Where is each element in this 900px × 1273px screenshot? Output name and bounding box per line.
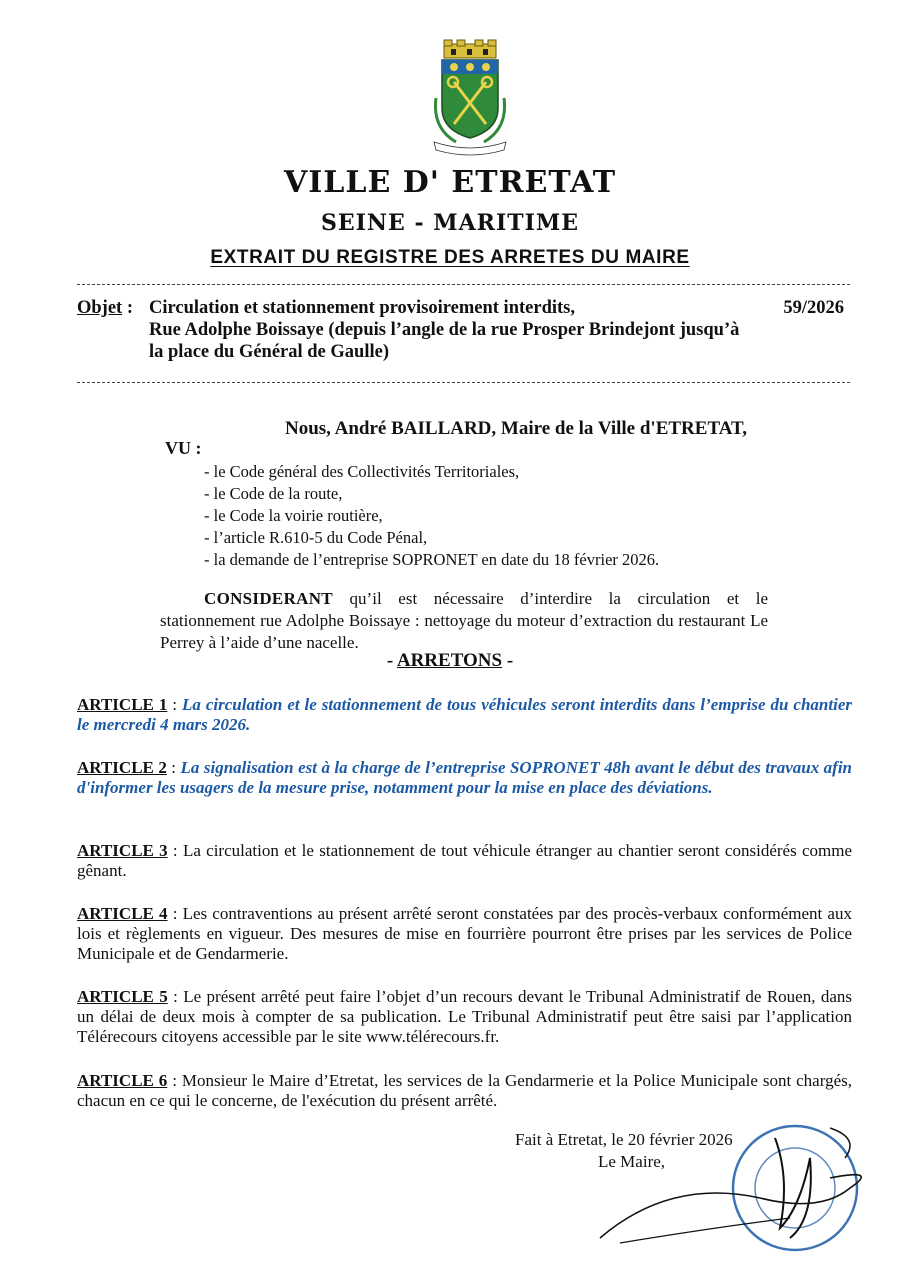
vu-heading: VU :	[165, 438, 202, 458]
list-item: - l’article R.610-5 du Code Pénal,	[204, 528, 428, 547]
list-item: - le Code de la route,	[204, 484, 343, 503]
article-1: ARTICLE 1 : La circulation et le stationnement de tous véhicules seront interdits dans l’emprise du chantier le mercredi 4 mars 2026.	[77, 695, 852, 734]
list-item: - le Code la voirie routière,	[204, 506, 383, 525]
divider-top	[77, 284, 850, 285]
vu-list	[204, 461, 659, 571]
city-title: VILLE D' ETRETAT	[283, 165, 617, 200]
objet-text: Circulation et stationnement provisoirement interdits, Rue Adolphe Boissaye (depuis l’angle de la rue Prosper Brindejont jusqu’à la place du Général de Gaulle)	[149, 298, 740, 362]
coat-of-arms-icon	[426, 38, 514, 156]
divider-bottom	[77, 382, 850, 383]
considerant-paragraph: CONSIDERANT qu’il est nécessaire d’interdire la circulation et le stationnement rue Adolphe Boissaye : nettoyage du moteur d’extraction du restaurant Le Perrey à l’aide d’une nacelle.	[160, 589, 768, 652]
article-2: ARTICLE 2 : La signalisation est à la charge de l’entreprise SOPRONET 48h avant le début des travaux afin d'informer les usagers de la mesure prise, notamment pour la mise en place des déviations.	[77, 758, 852, 797]
department-title: SEINE - MARITIME	[320, 210, 580, 236]
register-title: EXTRAIT DU REGISTRE DES ARRETES DU MAIRE	[210, 247, 690, 268]
article-6: ARTICLE 6 : Monsieur le Maire d’Etretat, les services de la Gendarmerie et la Police Municipale sont chargés, chacun en ce qui le concerne, de l'exécution du présent arrêté.	[77, 1071, 852, 1110]
article-4: ARTICLE 4 : Les contraventions au présent arrêté seront constatées par des procès-verbaux conformément aux lois et règlements en vigueur. Des mesures de mise en fourrière pourront être prises par les services de Police Municipale et de Gendarmerie.	[77, 904, 852, 963]
list-item: - la demande de l’entreprise SOPRONET en date du 18 février 2026.	[204, 550, 660, 569]
article-3: ARTICLE 3 : La circulation et le stationnement de tout véhicule étranger au chantier seront considérés comme gênant.	[77, 841, 853, 880]
objet-block: Objet : Circulation et stationnement provisoirement interdits, Rue Adolphe Boissaye (depuis l’angle de la rue Prosper Brindejont jusqu’à la place du Général de Gaulle) 59/2026	[77, 298, 844, 362]
signature-role: Le Maire,	[598, 1152, 666, 1171]
mayor-intro: Nous, André BAILLARD, Maire de la Ville d'ETRETAT,	[285, 418, 748, 439]
objet-label: Objet	[77, 298, 123, 318]
arrete-number: 59/2026	[783, 298, 844, 318]
arretons-heading: - ARRETONS -	[386, 650, 514, 671]
article-5: ARTICLE 5 : Le présent arrêté peut faire l’objet d’un recours devant le Tribunal Administratif de Rouen, dans un délai de deux mois à compter de sa publication. Le Tribunal Administratif peut être saisi par l’application Télérecours citoyens accessible par le site www.télérecours.fr.	[77, 987, 852, 1046]
list-item: - le Code général des Collectivités Territoriales,	[204, 462, 520, 481]
signature-date: Fait à Etretat, le 20 février 2026	[515, 1130, 733, 1149]
